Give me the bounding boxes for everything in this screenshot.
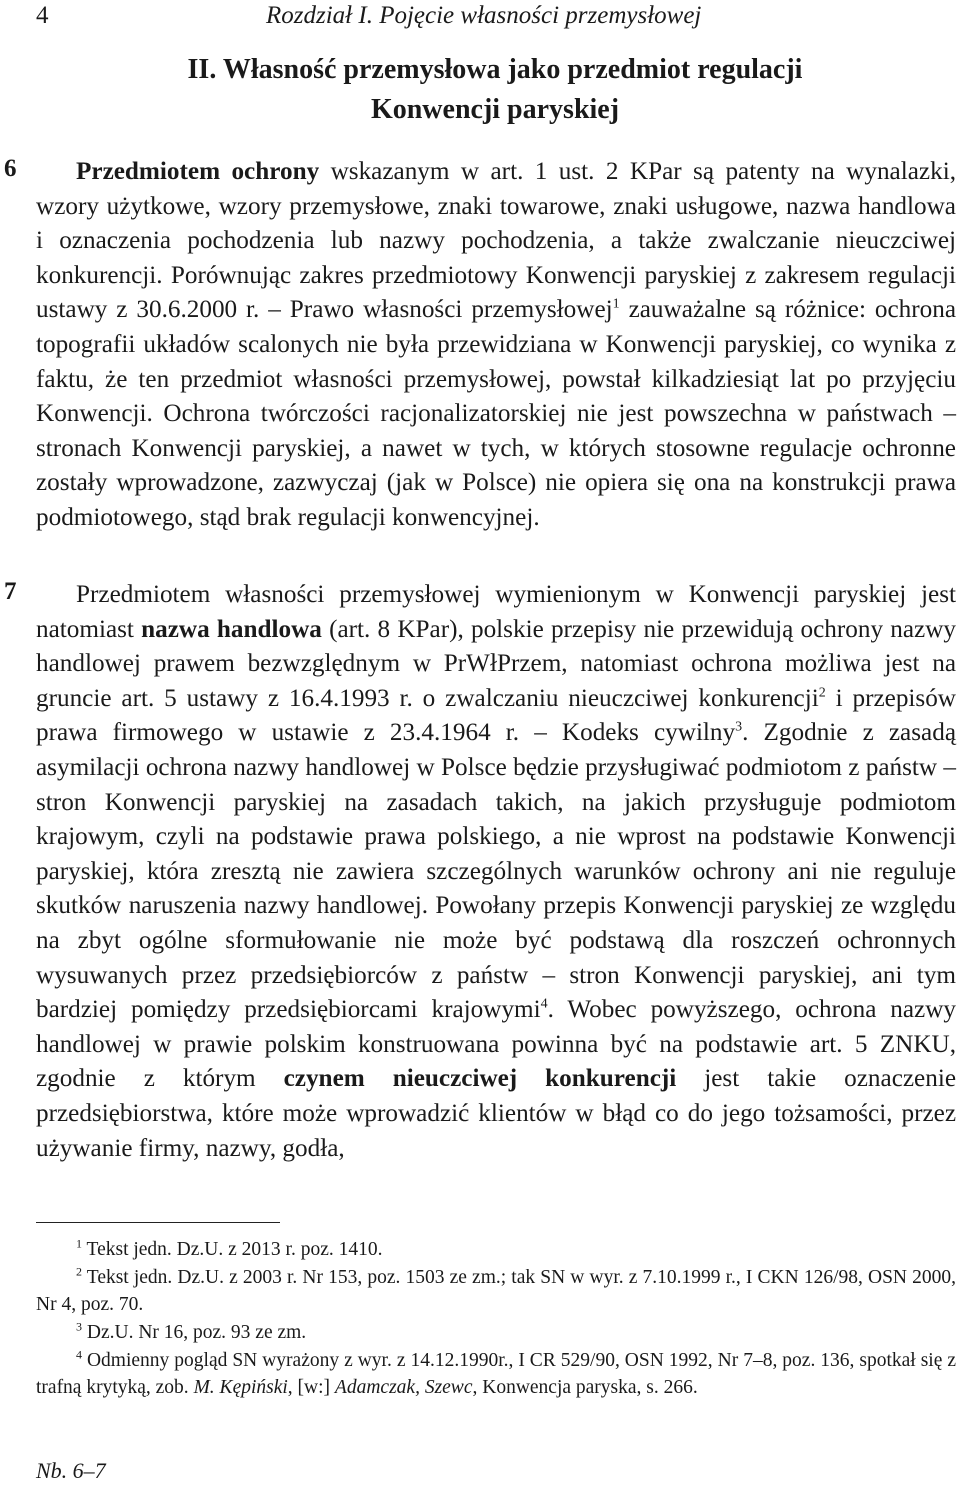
paragraph-6 [36,155,956,536]
footnote-1-text: Tekst jedn. Dz.U. z 2013 r. poz. 1410. [82,1239,383,1260]
footnote-4 [36,1348,956,1401]
footnote-4-author: M. Kępiński [193,1376,288,1398]
margin-number-7: 7 [4,578,17,605]
footnote-4-text-b: , [w:] [287,1376,335,1398]
section-title [0,50,960,130]
footnote-4-number: 4 [76,1347,82,1362]
footnote-ref-3: 3 [735,719,743,735]
paragraph-7-text-c: i przepisów prawa firmowego w ustawie z 23.4.1964 r. – Kodeks cywilny [36,684,956,747]
footnote-3 [36,1320,956,1347]
marginal-reference: Nb. 6–7 [36,1458,106,1483]
paragraph-7 [36,578,956,1166]
footnote-ref-4: 4 [540,996,548,1012]
footnote-3-text: Dz.U. Nr 16, poz. 93 ze zm. [82,1322,307,1343]
paragraph-7-text-b: (art. 8 KPar), polskie przepisy nie przewidują ochrony nazwy handlowej prawem bezwzględnym w PrWłPrzem, natomiast ochrona możliwa jest na gruncie art. 5 ustawy z 16.4.1993 r. o zwalczaniu nieuczciwej konkurencji [36,615,956,712]
bold-term-czyn-nieuczciwej-konkurencji: czynem nieuczciwej konkurencji [283,1065,677,1093]
footnote-separator [36,1222,280,1223]
footnote-ref-2: 2 [818,685,826,701]
section-title-line1: II. Własność przemysłowa jako przedmiot regulacji [187,54,803,85]
paragraph-7-text-f: jest takie oznaczenie przedsiębiorstwa, które może wprowadzić klientów w błąd co do jego tożsamości, przez używanie firmy, nazwy, godła, [36,1065,956,1162]
running-title: Rozdział I. Pojęcie własności przemysłowej [266,2,702,29]
footnote-2-number: 2 [76,1264,82,1279]
paragraph-7-text-a: Przedmiotem własności przemysłowej wymienionym w Konwencji paryskiej jest natomiast [36,581,956,643]
bold-term-przedmiotem-ochrony: Przedmiotem ochrony [76,158,320,185]
paragraph-6-text-b: zauważalne są różnice: ochrona topografii układów scalonych nie była przewidziana w Konwencji paryskiej, co wynika z faktu, że ten przedmiot własności przemysłowej, powstał kilkadziesiąt lat po przyjęciu Konwencji. Ochrona twórczości racjonalizatorskiej nie jest powszechna w państwach – stronach Konwencji paryskiej, a nawet w tych, w których stosowne regulacje ochronne zostały wprowadzone, zazwyczaj (jak w Polsce) nie opiera się ona na konstrukcji prawa podmiotowego, stąd brak regulacji konwencyjnej. [36,296,957,531]
footnote-4-editors: Adamczak, Szewc [334,1376,473,1398]
page-number: 4 [36,2,49,29]
bold-term-nazwa-handlowa: nazwa handlowa [141,615,322,643]
section-title-line2: Konwencji paryskiej [370,94,620,125]
paragraph-7-text-e: . Wobec powyższego, ochrona nazwy handlowej w prawie polskim konstruowana powinna być na podstawie art. 5 ZNKU, zgodnie z którym [36,996,956,1093]
footnote-ref-1: 1 [612,296,620,312]
footnote-2-text: Tekst jedn. Dz.U. z 2003 r. Nr 153, poz. 1503 ze zm.; tak SN w wyr. z 7.10.1999 r., I CKN 126/98, OSN 2000, Nr 4, poz. 70. [36,1267,956,1315]
footnote-3-number: 3 [76,1319,82,1334]
footnote-4-text-c: , Konwencja paryska, s. 266. [472,1376,698,1398]
footnote-2 [36,1265,956,1318]
footnote-4-text-a: Odmienny pogląd SN wyrażony z wyr. z 14.12.1990r., I CR 529/90, OSN 1992, Nr 7–8, poz. 136, spotkał się z trafną krytyką, zob. [36,1350,956,1398]
margin-number-6: 6 [4,155,17,182]
paragraph-7-text-d: . Zgodnie z zasadą asymilacji ochrona nazwy handlowej w Polsce będzie przysługiwać podmiotom z państw – stron Konwencji paryskiej na zasadach takich, na jakich przysługuje podmiotom krajowym, czyli na podstawie prawa polskiego, a nie wprost na podstawie Konwencji paryskiej, która zresztą nie zawiera szczególnych warunków ochrony ani nie reguluje skutków naruszenia nazwy handlowej. Powołany przepis Konwencji paryskiej ze względu na zbyt ogólne sformułowanie nie może być podstawą dla roszczeń ochronnych wysuwanych przez przedsiębiorców z państw – stron Konwencji paryskiej, ani tym bardziej pomiędzy przedsiębiorcami krajowymi [36,719,956,1024]
footnote-1-number: 1 [76,1236,82,1251]
paragraph-6-text-a: wskazanym w art. 1 ust. 2 KPar są patenty na wynalazki, wzory użytkowe, wzory przemysłowe, znaki towarowe, znaki usługowe, nazwa handlowa i oznaczenia pochodzenia lub nazwy pochodzenia, a także zwalczanie nieuczciwej konkurencji. Porównując zakres przedmiotowy Konwencji paryskiej z zakresem regulacji ustawy z 30.6.2000 r. – Prawo własności przemysłowej [36,158,956,324]
footnote-1 [36,1237,956,1264]
